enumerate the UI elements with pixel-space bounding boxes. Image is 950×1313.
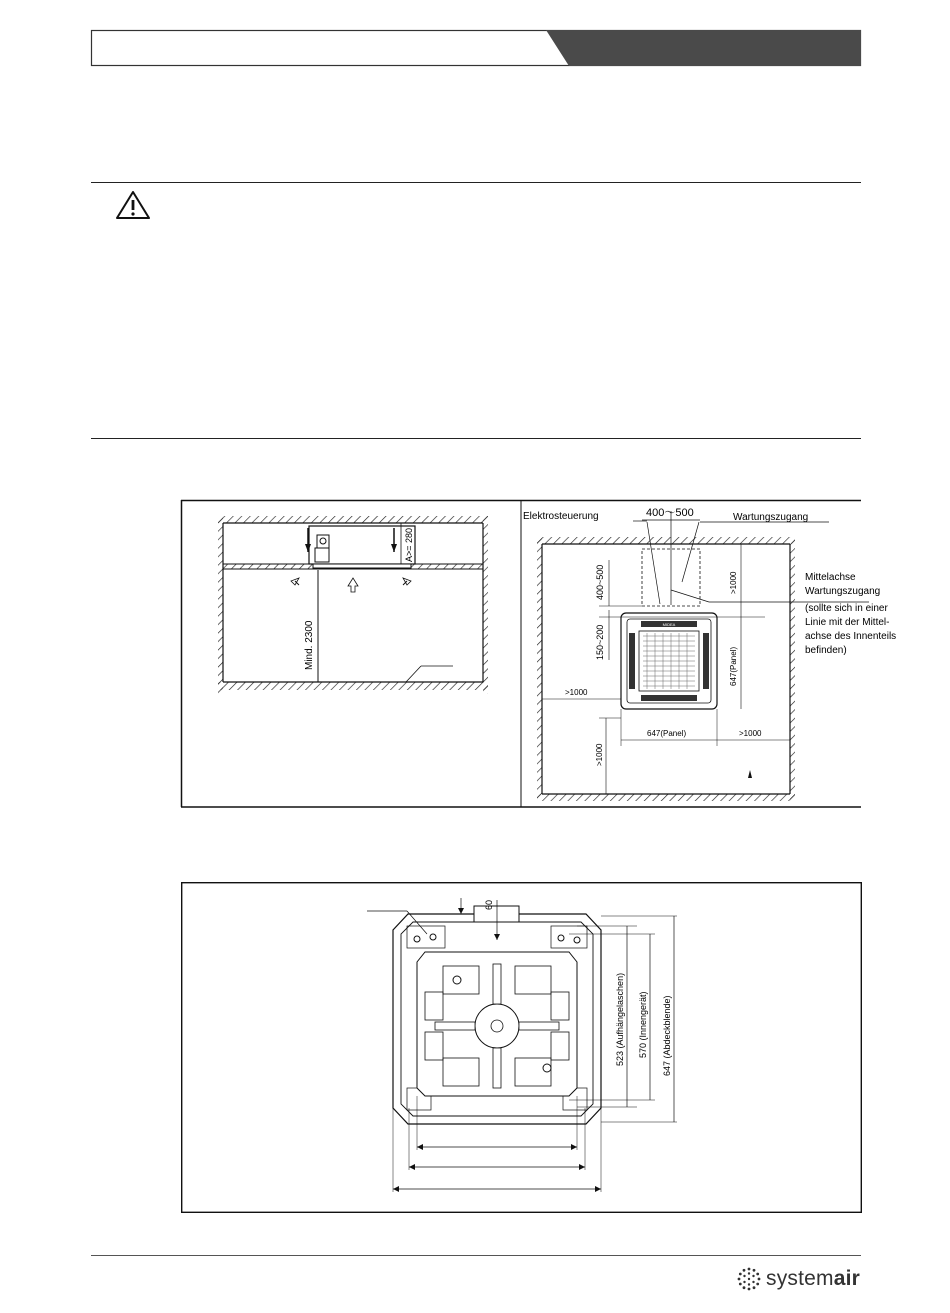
installation-clearance-figure bbox=[181, 500, 897, 808]
mittelachse-line6: befinden) bbox=[805, 645, 847, 656]
systemair-dots-icon bbox=[736, 1266, 762, 1292]
dim-150-200: 150~200 bbox=[595, 624, 605, 660]
dim-gt1000-right: >1000 bbox=[739, 729, 762, 738]
brand-light: system bbox=[766, 1267, 834, 1290]
clearance-label: A>= 280 bbox=[404, 527, 414, 562]
side-view bbox=[218, 516, 488, 694]
brand-bold: air bbox=[833, 1267, 861, 1290]
dim-60: 60 bbox=[484, 899, 494, 910]
panel-brand: MIDEA bbox=[662, 622, 676, 627]
min-height-label: Mind. 2300 bbox=[304, 620, 315, 670]
mittelachse-line2: Wartungszugang bbox=[805, 586, 881, 597]
panel-width-label: 647(Panel) bbox=[647, 729, 687, 738]
dim-647: 647 (Abdeckblende) bbox=[662, 995, 672, 1076]
range-label: 400～500 bbox=[646, 507, 694, 519]
mittelachse-line3: (sollte sich in einer bbox=[805, 603, 888, 614]
elektrosteuerung-label: Elektrosteuerung bbox=[523, 511, 599, 522]
mittelachse-line5: achse des Innenteils bbox=[805, 631, 897, 642]
dim-523: 523 (Aufhängelaschen) bbox=[615, 972, 625, 1066]
systemair-logo bbox=[736, 1265, 860, 1293]
unit-dimensions-figure bbox=[181, 882, 862, 1213]
section-rule-top bbox=[91, 182, 861, 183]
brand-wordmark bbox=[766, 1267, 860, 1291]
dim-gt1000-top: >1000 bbox=[729, 571, 738, 594]
section-rule-bottom bbox=[91, 438, 861, 439]
wartungszugang-label: Wartungszugang bbox=[733, 512, 809, 523]
warning-triangle-icon bbox=[115, 190, 151, 220]
mittelachse-line1: Mittelachse bbox=[805, 572, 856, 583]
footer-rule bbox=[91, 1255, 861, 1256]
panel-height-label: 647(Panel) bbox=[729, 646, 738, 686]
header-bar bbox=[91, 30, 861, 66]
dim-gt1000-bottom: >1000 bbox=[595, 743, 604, 766]
dim-400-500: 400~500 bbox=[595, 564, 605, 600]
mittelachse-line4: Linie mit der Mittel- bbox=[805, 617, 890, 628]
header-band bbox=[546, 30, 861, 66]
dim-gt1000-left: >1000 bbox=[565, 688, 588, 697]
top-view bbox=[523, 507, 896, 801]
dim-570: 570 (Innengerät) bbox=[638, 991, 648, 1058]
